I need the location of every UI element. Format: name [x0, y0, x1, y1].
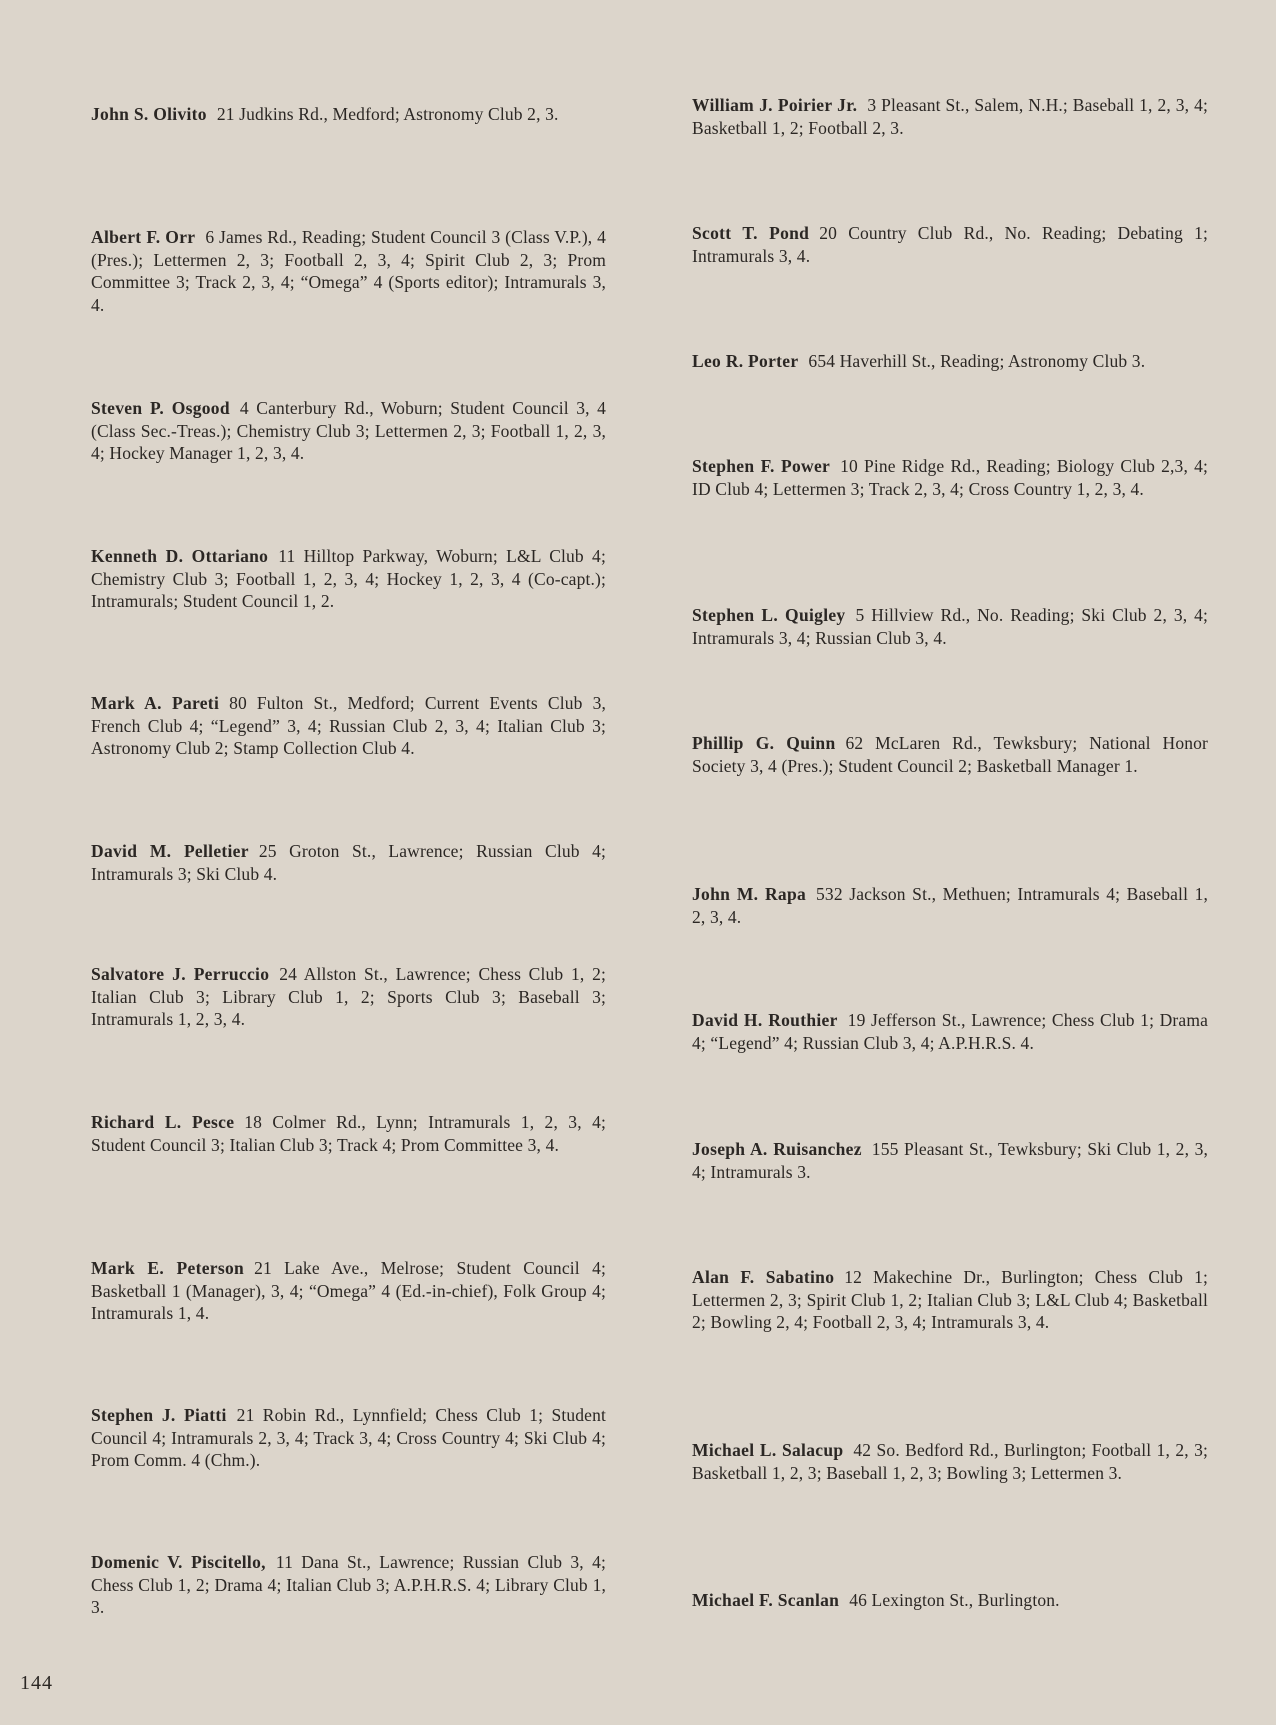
- senior-entry: [91, 397, 606, 465]
- senior-entry: [91, 1404, 606, 1472]
- student-name: Alan F. Sabatino: [692, 1267, 835, 1287]
- senior-entry: [91, 1257, 606, 1325]
- student-name: Richard L. Pesce: [91, 1112, 235, 1132]
- senior-entry: [91, 226, 606, 316]
- student-details: 25 Groton St., Lawrence; Russian Club 4; Intramurals 3; Ski Club 4.: [91, 841, 607, 884]
- senior-entry: [692, 1439, 1208, 1484]
- student-name: Leo R. Porter: [692, 351, 799, 371]
- student-details: 19 Jefferson St., Lawrence; Chess Club 1; Drama 4; “Legend” 4; Russian Club 3, 4; A.P.H.R.S. 4.: [692, 1010, 1208, 1053]
- student-details: 6 James Rd., Reading; Student Council 3 (Class V.P.), 4 (Pres.); Lettermen 2, 3; Football 2, 3, 4; Spirit Club 2, 3; Prom Committee 3; Track 2, 3, 4; “Omega” 4 (Sports editor); Intramurals 3, 4.: [91, 227, 606, 315]
- senior-entry: [91, 103, 606, 126]
- student-name: Stephen J. Piatti: [91, 1405, 227, 1425]
- student-name: David M. Pelletier: [91, 841, 249, 861]
- student-name: Mark A. Pareti: [91, 693, 220, 713]
- student-name: Salvatore J. Perruccio: [91, 964, 270, 984]
- senior-entry: [91, 1551, 606, 1619]
- student-name: Albert F. Orr: [91, 227, 196, 247]
- student-details: 654 Haverhill St., Reading; Astronomy Club 3.: [808, 351, 1146, 371]
- student-details: 21 Robin Rd., Lynnfield; Chess Club 1; Student Council 4; Intramurals 2, 3, 4; Track 3, 4; Cross Country 4; Ski Club 4; Prom Comm. 4 (Chm.).: [91, 1405, 606, 1470]
- student-name: Stephen F. Power: [692, 456, 831, 476]
- student-details: 10 Pine Ridge Rd., Reading; Biology Club 2,3, 4; ID Club 4; Lettermen 3; Track 2, 3, 4; Cross Country 1, 2, 3, 4.: [692, 456, 1208, 499]
- student-name: John M. Rapa: [692, 884, 807, 904]
- student-name: Scott T. Pond: [692, 223, 810, 243]
- senior-entry: [692, 1266, 1208, 1334]
- senior-entry: [692, 455, 1208, 500]
- senior-entry: [91, 963, 606, 1031]
- student-details: 21 Lake Ave., Melrose; Student Council 4; Basketball 1 (Manager), 3, 4; “Omega” 4 (Ed.-in-chief), Folk Group 4; Intramurals 1, 4.: [91, 1258, 606, 1323]
- student-details: 4 Canterbury Rd., Woburn; Student Council 3, 4 (Class Sec.-Treas.); Chemistry Club 3; Lettermen 2, 3; Football 1, 2, 3, 4; Hockey Manager 1, 2, 3, 4.: [91, 398, 606, 463]
- student-details: 42 So. Bedford Rd., Burlington; Football 1, 2, 3; Basketball 1, 2, 3; Baseball 1, 2, 3; Bowling 3; Lettermen 3.: [692, 1440, 1208, 1483]
- student-details: 11 Dana St., Lawrence; Russian Club 3, 4; Chess Club 1, 2; Drama 4; Italian Club 3; A.P.H.R.S. 4; Library Club 1, 3.: [91, 1552, 606, 1617]
- senior-entry: [692, 604, 1208, 649]
- senior-entry: [692, 883, 1208, 928]
- senior-entry: [91, 545, 606, 613]
- student-details: 80 Fulton St., Medford; Current Events Club 3, French Club 4; “Legend” 3, 4; Russian Club 2, 3, 4; Italian Club 3; Astronomy Club 2; Stamp Collection Club 4.: [91, 693, 606, 758]
- student-details: 46 Lexington St., Burlington.: [849, 1590, 1060, 1610]
- senior-entry: [692, 1009, 1208, 1054]
- student-details: 155 Pleasant St., Tewksbury; Ski Club 1, 2, 3, 4; Intramurals 3.: [692, 1139, 1208, 1182]
- student-name: Michael F. Scanlan: [692, 1590, 840, 1610]
- student-name: Steven P. Osgood: [91, 398, 230, 418]
- senior-entry: [91, 692, 606, 760]
- student-name: Phillip G. Quinn: [692, 733, 836, 753]
- senior-entry: [692, 732, 1208, 777]
- student-details: 5 Hillview Rd., No. Reading; Ski Club 2, 3, 4; Intramurals 3, 4; Russian Club 3, 4.: [692, 605, 1209, 648]
- student-name: Joseph A. Ruisanchez: [692, 1139, 862, 1159]
- student-details: 24 Allston St., Lawrence; Chess Club 1, 2; Italian Club 3; Library Club 1, 2; Sports Club 3; Baseball 3; Intramurals 1, 2, 3, 4.: [91, 964, 606, 1029]
- page-number: 144: [20, 1672, 53, 1694]
- senior-entry: [91, 1111, 606, 1156]
- student-name: Kenneth D. Ottariano: [91, 546, 269, 566]
- student-details: 21 Judkins Rd., Medford; Astronomy Club 2, 3.: [216, 104, 559, 124]
- student-details: 62 McLaren Rd., Tewksbury; National Honor Society 3, 4 (Pres.); Student Council 2; Basketball Manager 1.: [692, 733, 1209, 776]
- senior-entry: [692, 1589, 1208, 1612]
- senior-entry: [692, 350, 1208, 373]
- student-name: Stephen L. Quigley: [692, 605, 846, 625]
- student-name: David H. Routhier: [692, 1010, 838, 1030]
- student-name: John S. Olivito: [91, 104, 207, 124]
- student-name: Domenic V. Piscitello,: [91, 1552, 266, 1572]
- senior-entry: [91, 840, 606, 885]
- student-name: Michael L. Salacup: [692, 1440, 844, 1460]
- senior-entry: [692, 222, 1208, 267]
- student-details: 3 Pleasant St., Salem, N.H.; Baseball 1, 2, 3, 4; Basketball 1, 2; Football 2, 3.: [692, 95, 1209, 138]
- senior-entry: [692, 1138, 1208, 1183]
- student-name: William J. Poirier Jr.: [692, 95, 858, 115]
- senior-entry: [692, 94, 1208, 139]
- student-details: 532 Jackson St., Methuen; Intramurals 4; Baseball 1, 2, 3, 4.: [692, 884, 1209, 927]
- student-details: 11 Hilltop Parkway, Woburn; L&L Club 4; Chemistry Club 3; Football 1, 2, 3, 4; Hockey 1, 2, 3, 4 (Co-capt.); Intramurals; Student Council 1, 2.: [91, 546, 606, 611]
- student-details: 12 Makechine Dr., Burlington; Chess Club 1; Lettermen 2, 3; Spirit Club 1, 2; Italian Club 3; L&L Club 4; Basketball 2; Bowling 2, 4; Football 2, 3, 4; Intramurals 3, 4.: [692, 1267, 1208, 1332]
- student-details: 20 Country Club Rd., No. Reading; Debating 1; Intramurals 3, 4.: [692, 223, 1208, 266]
- student-details: 18 Colmer Rd., Lynn; Intramurals 1, 2, 3, 4; Student Council 3; Italian Club 3; Track 4; Prom Committee 3, 4.: [91, 1112, 606, 1155]
- student-name: Mark E. Peterson: [91, 1258, 245, 1278]
